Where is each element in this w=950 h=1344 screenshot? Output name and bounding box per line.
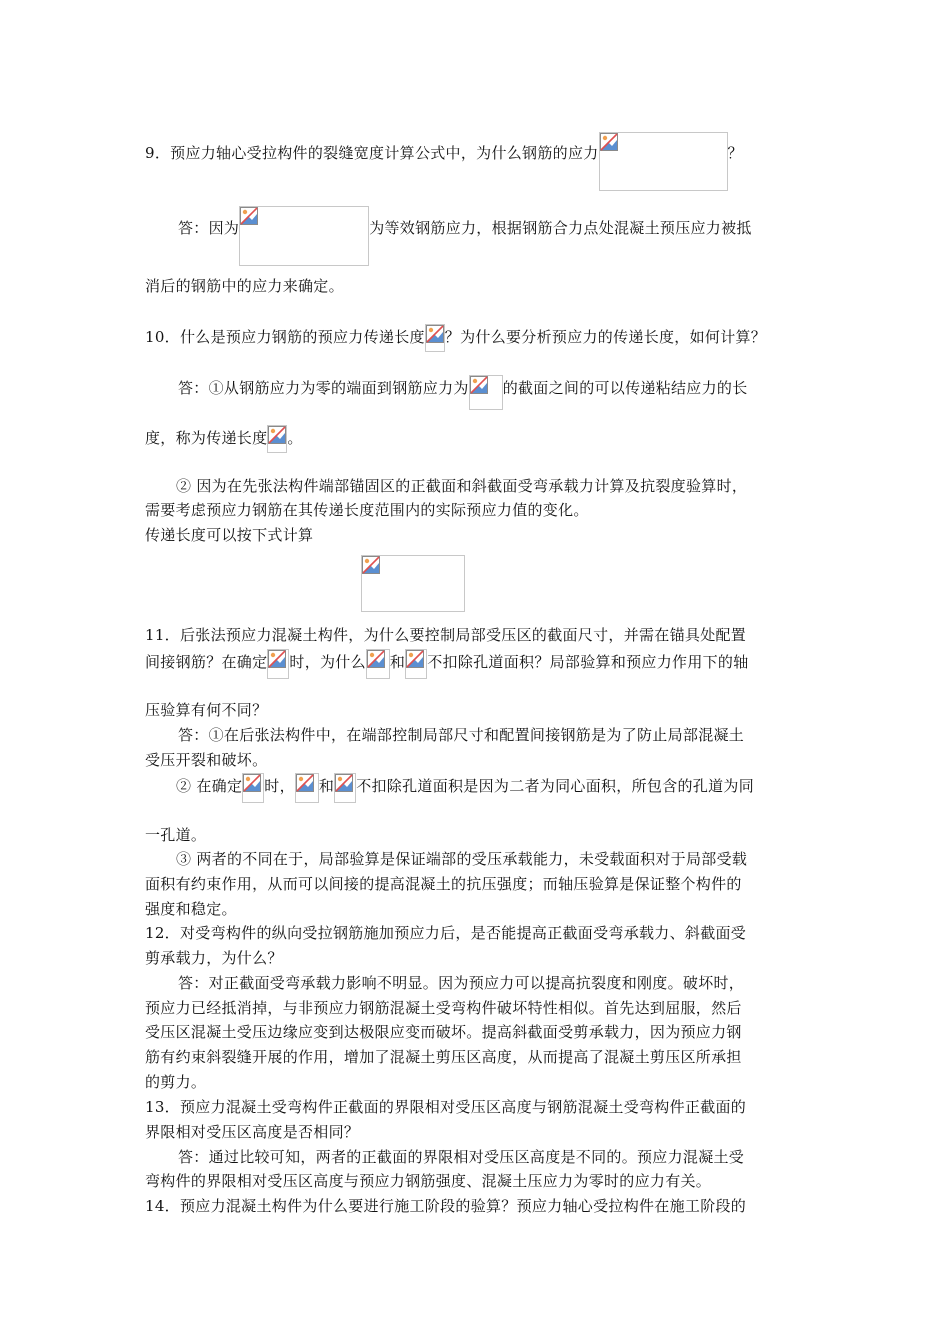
formula-image-placeholder [242,773,264,803]
formula-image-placeholder [334,773,356,803]
q10-answer2-line1: ② 因为在先张法构件端部锚固区的正截面和斜截面受弯承载力计算及抗裂度验算时， [176,477,748,495]
q9-answer-line1: 答：因为 为等效钢筋应力，根据钢筋合力点处混凝土预压应力被抵 [178,217,752,266]
q13-question-line1: 13．预应力混凝土受弯构件正截面的界限相对受压区高度与钢筋混凝土受弯构件正截面的 [145,1098,747,1116]
q10-answer2-line3: 传递长度可以按下式计算 [145,526,314,544]
q12-question-line1: 12．对受弯构件的纵向受拉钢筋施加预应力后，是否能提高正截面受弯承载力、斜截面受 [145,924,747,942]
broken-image-icon [426,325,444,343]
broken-image-icon [268,650,286,668]
q11-answer2-line2: 一孔道。 [145,826,207,844]
q10-answer1-line2: 度，称为传递长度 。 [145,427,303,453]
formula-image-placeholder [239,206,369,266]
formula-image-placeholder [361,555,465,612]
broken-image-icon [268,426,286,444]
broken-image-icon [406,650,424,668]
formula-image-placeholder [267,425,287,453]
q12-answer-line3: 受压区混凝土受压边缘应变到达极限应变而破坏。提高斜截面受剪承载力，因为预应力钢 [145,1023,742,1041]
formula-image-placeholder [405,649,427,679]
q12-answer-line1: 答：对正截面受弯承载力影响不明显。因为预应力可以提高抗裂度和刚度。破坏时， [178,974,745,992]
formula-image-placeholder [425,324,445,352]
formula-image-placeholder [469,375,503,410]
q11-answer2-line1: ② 在确定 时， 和 不扣除孔道面积是因为二者为同心面积，所包含的孔道为同 [176,775,754,803]
q10-answer1-line1: 答：①从钢筋应力为零的端面到钢筋应力为 的截面之间的可以传递粘结应力的长 [178,377,748,410]
q10-answer2-line2: 需要考虑预应力钢筋在其传递长度范围内的实际预应力值的变化。 [145,501,589,519]
formula-image-placeholder [295,773,319,803]
broken-image-icon [240,207,258,225]
q12-answer-line4: 筋有约束斜裂缝开展的作用，增加了混凝土剪压区高度，从而提高了混凝土剪压区所承担 [145,1048,742,1066]
q13-question-line2: 界限相对受压区高度是否相同？ [145,1123,360,1141]
q12-answer-line2: 预应力已经抵消掉，与非预应力钢筋混凝土受弯构件破坏特性相似。首先达到屈服，然后 [145,999,742,1017]
q11-answer1-line1: 答：①在后张法构件中，在端部控制局部尺寸和配置间接钢筋是为了防止局部混凝土 [178,726,745,744]
q11-answer1-line2: 受压开裂和破坏。 [145,751,268,769]
q11-answer3-line1: ③ 两者的不同在于，局部验算是保证端部的受压承载能力，未受载面积对于局部受载 [176,850,748,868]
q13-answer-line1: 答：通过比较可知，两者的正截面的界限相对受压区高度是不同的。预应力混凝土受 [178,1148,745,1166]
q12-answer-line5: 的剪力。 [145,1073,207,1091]
q11-answer3-line3: 强度和稳定。 [145,900,237,918]
q10-question: 10．什么是预应力钢筋的预应力传递长度 ？为什么要分析预应力的传递长度，如何计算？ [145,326,766,352]
broken-image-icon [335,774,353,792]
broken-image-icon [296,774,314,792]
formula-image-placeholder [267,649,289,679]
formula-image-placeholder [366,649,390,679]
q9-question: 9．预应力轴心受拉构件的裂缝宽度计算公式中，为什么钢筋的应力 ？ [145,142,743,191]
formula-image-placeholder [599,132,728,191]
q11-question-line2: 间接钢筋？在确定 时，为什么 和 不扣除孔道面积？局部验算和预应力作用下的轴 [145,651,749,679]
q13-answer-line2: 弯构件的界限相对受压区高度与预应力钢筋强度、混凝土压应力为零时的应力有关。 [145,1172,712,1190]
q12-question-line2: 剪承载力，为什么？ [145,949,283,967]
q9-answer-line2: 消后的钢筋中的应力来确定。 [145,277,344,295]
broken-image-icon [243,774,261,792]
q14-question-line1: 14．预应力混凝土构件为什么要进行施工阶段的验算？预应力轴心受拉构件在施工阶段的 [145,1197,747,1215]
broken-image-icon [600,133,618,151]
broken-image-icon [367,650,385,668]
broken-image-icon [362,556,380,574]
q11-answer3-line2: 面积有约束作用，从而可以间接的提高混凝土的抗压强度；而轴压验算是保证整个构件的 [145,875,742,893]
broken-image-icon [470,376,488,394]
q11-question-line3: 压验算有何不同？ [145,701,268,719]
q11-question-line1: 11．后张法预应力混凝土构件，为什么要控制局部受压区的截面尺寸，并需在锚具处配置 [145,626,747,644]
